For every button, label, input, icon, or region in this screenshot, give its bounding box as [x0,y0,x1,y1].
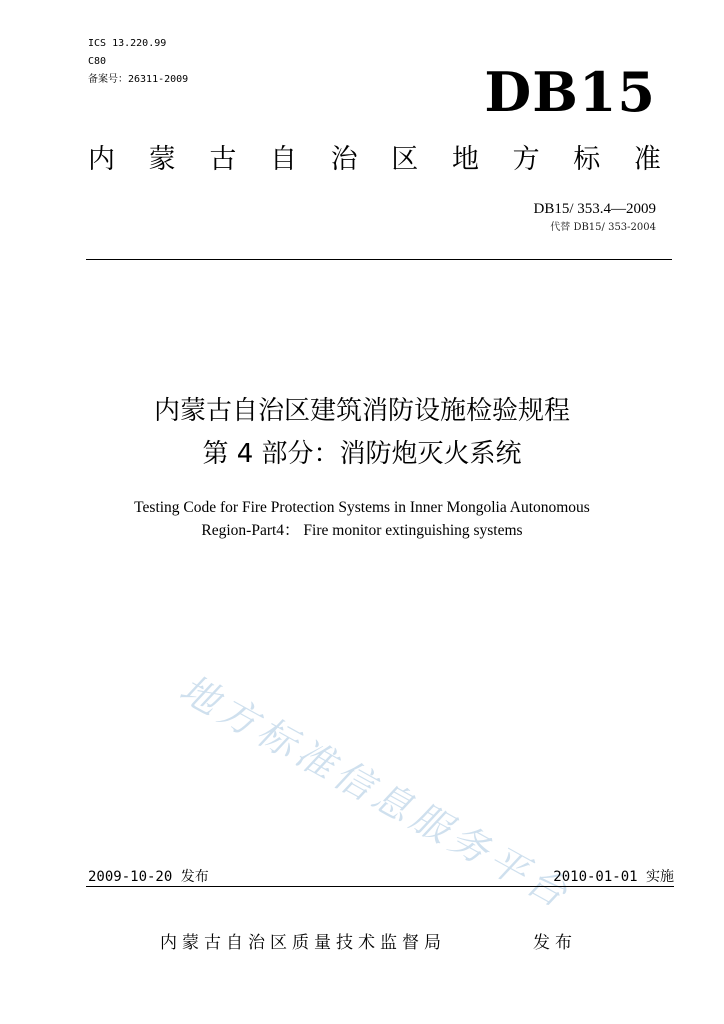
region-standard-title [88,143,661,177]
ics-code: ICS 13.220.99 [88,38,167,49]
region-title-char: 地 [451,144,479,175]
bottom-divider [86,886,674,887]
region-title-char: 方 [512,144,540,175]
top-divider [86,259,672,260]
region-title-char: 蒙 [148,144,176,175]
publish-label: 发布 [533,933,577,953]
title-en-line2: Region-Part4： Fire monitor extinguishing systems [201,522,523,539]
filing-number: 备案号：26311-2009 [88,74,189,85]
region-title-char: 古 [209,144,237,175]
replaces-standard: 代替 DB15/ 353-2004 [550,222,656,233]
title-cn-line1: 内蒙古自治区建筑消防设施检验规程 [153,396,570,426]
ccs-code: C80 [88,56,107,67]
region-title-char: 自 [269,144,297,175]
region-title-char: 内 [88,144,115,175]
issue-date: 2009-10-20 发布 [88,869,209,885]
title-en-line1: Testing Code for Fire Protection Systems in Inner Mongolia Autonomous [134,499,590,516]
title-cn-line2: 第 4 部分：消防炮灭火系统 [202,439,522,469]
standard-logo: DB15 [484,60,656,124]
standard-number: DB15/ 353.4—2009 [533,201,656,217]
watermark: 地方标准信息服务平台 [172,666,579,919]
effective-date: 2010-01-01 实施 [553,869,674,885]
region-title-char: 治 [330,144,358,175]
region-title-char: 标 [573,144,601,175]
region-title-char: 区 [391,144,419,175]
region-title-char: 准 [633,144,661,175]
issuing-authority: 内蒙古自治区质量技术监督局 [160,933,446,953]
